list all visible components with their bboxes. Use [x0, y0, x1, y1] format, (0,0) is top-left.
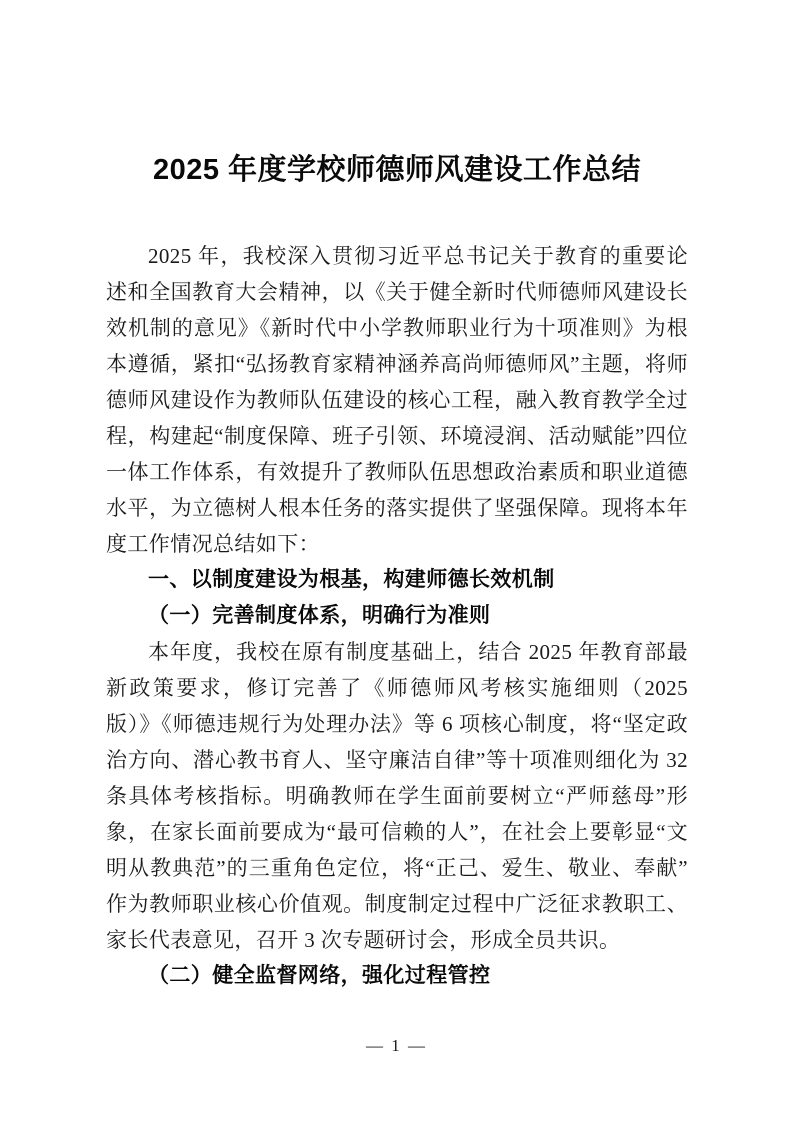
page-number: — 1 —	[366, 1036, 427, 1055]
subsection-1-1-body: 本年度，我校在原有制度基础上，结合 2025 年教育部最新政策要求，修订完善了《师德师风考核实施细则（2025 版）》《师德违规行为处理办法》等 6 项核心制度，将“坚定政治方向、潜心教书育人、坚守廉洁自律”等十项准则细化为 32 条具体考核指标。明确教师在学生面前要树立“严师慈母”形象，在家长面前要成为“最可信赖的人”，在社会上要彰显“文明从教典范”的三重角色定位，将“正己、爱生、敬业、奉献”作为教师职业核心价值观。制度制定过程中广泛征求教职工、家长代表意见，召开 3 次专题研讨会，形成全员共识。	[106, 640, 688, 952]
opening-paragraph: 2025 年，我校深入贯彻习近平总书记关于教育的重要论述和全国教育大会精神，以《关于健全新时代师德师风建设长效机制的意见》《新时代中小学教师职业行为十项准则》为根本遵循，紧扣“弘扬教育家精神涵养高尚师德师风”主题，将师德师风建设作为教师队伍建设的核心工程，融入教育教学全过程，构建起“制度保障、班子引领、环境浸润、活动赋能”四位一体工作体系，有效提升了教师队伍思想政治素质和职业道德水平，为立德树人根本任务的落实提供了坚强保障。现将本年度工作情况总结如下：	[106, 244, 688, 556]
section-heading-1: 一、以制度建设为根基，构建师德长效机制	[148, 568, 555, 591]
subsection-heading-1-2: （二）健全监督网络，强化过程管控	[148, 964, 491, 987]
document-body	[106, 140, 688, 994]
page-title: 2025 年度学校师德师风建设工作总结	[152, 154, 642, 186]
subsection-heading-1-1: （一）完善制度体系，明确行为准则	[148, 604, 491, 627]
